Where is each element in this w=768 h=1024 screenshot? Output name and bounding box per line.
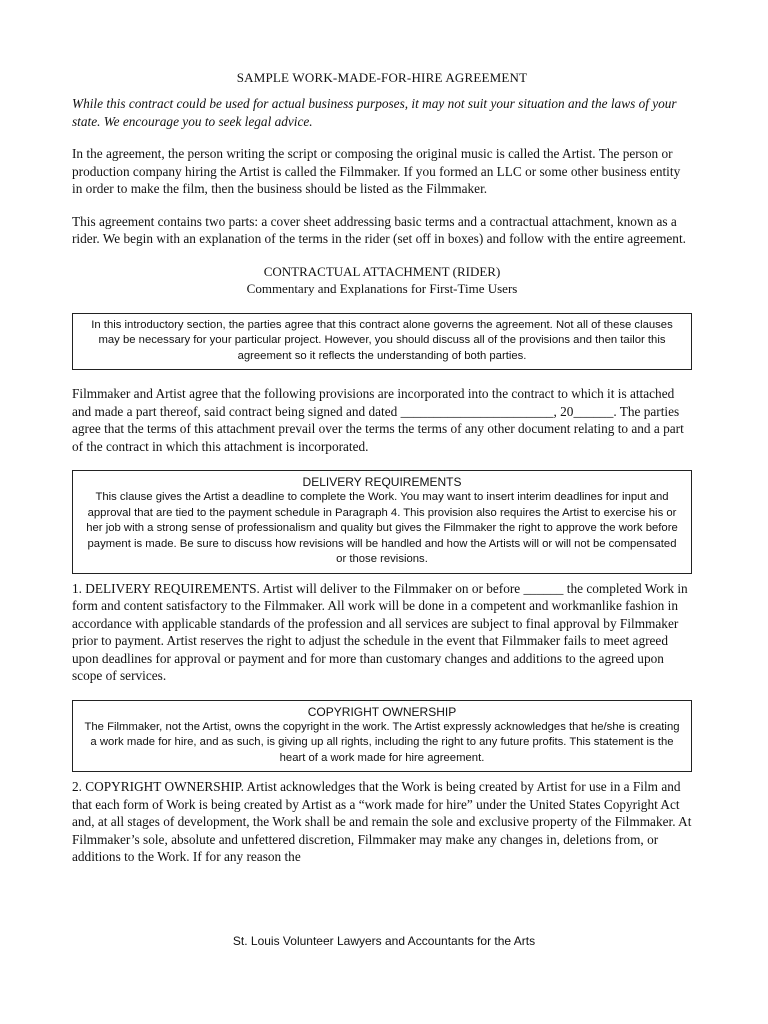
disclaimer-text: While this contract could be used for actual business purposes, it may not suit your situation and the laws of your state. We encourage you to seek legal advice. <box>72 96 677 129</box>
document-title: SAMPLE WORK-MADE-FOR-HIRE AGREEMENT <box>236 70 528 85</box>
delivery-clause: 1. DELIVERY REQUIREMENTS. Artist will deliver to the Filmmaker on or before ______ the completed Work in form and content satisfactory to the Filmmaker. All work will be done in a competent and workmanlike fashion in accordance with applicable standards of the profession and all services are subject to final approval by Filmmaker prior to payment. Artist reserves the right to adjust the schedule in the event that Filmmaker fails to meet agreed upon deadlines for approval or payment and for more than customary changes and additions to the agreed upon scope of services. <box>72 580 688 683</box>
document-page <box>72 70 692 881</box>
copyright-box-text: The Filmmaker, not the Artist, owns the copyright in the work. The Artist expressly acknowledges that he/she is creating a work made for hire, and as such, is giving up all rights, including the right to any future profits. This statement is the heart of a work made for hire agreement. <box>84 720 680 764</box>
delivery-box-text: This clause gives the Artist a deadline to complete the Work. You may want to insert interim deadlines for input and approval that are tied to the payment schedule in Paragraph 4. This provision also requires the Artist to exercise his or her job with a strong sense of professionalism and quality but gives the Filmmaker the right to approve the work before payment is made. Be sure to discuss how revisions will be handled and how the Artists will or will not be compensated or those revisions. <box>86 491 678 565</box>
section-heading: CONTRACTUAL ATTACHMENT (RIDER) <box>263 263 501 279</box>
copyright-box-title: COPYRIGHT OWNERSHIP <box>307 704 457 719</box>
copyright-clause: 2. COPYRIGHT OWNERSHIP. Artist acknowledges that the Work is being created by Artist for use in a Film and that each form of Work is being created by Artist as a “work made for hire” under the United States Copyright Act and, at all stages of development, the Work shall be and remain the sole and exclusive property of the Filmmaker. At Filmmaker’s sole, absolute and unfettered discretion, Filmmaker may make any changes in, deletions from, or additions to the Work. If for any reason the <box>72 779 692 864</box>
copyright-commentary-box <box>72 700 692 773</box>
section-heading-block <box>72 263 692 298</box>
incorporation-paragraph: Filmmaker and Artist agree that the following provisions are incorporated into the contract to which it is attached and made a part thereof, said contract being signed and dated _______________________, 20______. The parties agree that the terms of this attachment prevail over the terms the terms of any other document relating to and a part of the contract in which this attachment is incorporated. <box>72 386 684 454</box>
delivery-commentary-box <box>72 470 692 574</box>
intro-paragraph-2: This agreement contains two parts: a cover sheet addressing basic terms and a contractual attachment, known as a rider. We begin with an explanation of the terms in the rider (set off in boxes) and follow with the entire agreement. <box>72 213 686 246</box>
section-subheading: Commentary and Explanations for First-Time Users <box>246 281 518 296</box>
page-footer: St. Louis Volunteer Lawyers and Accountants for the Arts <box>232 934 536 948</box>
delivery-box-title: DELIVERY REQUIREMENTS <box>302 475 462 489</box>
intro-box-text: In this introductory section, the parties agree that this contract alone governs the agreement. Not all of these clauses may be necessary for your particular project. However, you should discuss all of the provisions and then tailor this agreement so it reflects the understanding of both parties. <box>91 318 673 362</box>
intro-commentary-box <box>72 313 692 371</box>
intro-paragraph-1: In the agreement, the person writing the script or composing the original music is called the Artist. The person or production company hiring the Artist is called the Filmmaker. If you formed an LLC or some other business entity in order to make the film, then the business should be listed as the Filmmaker. <box>72 146 681 196</box>
